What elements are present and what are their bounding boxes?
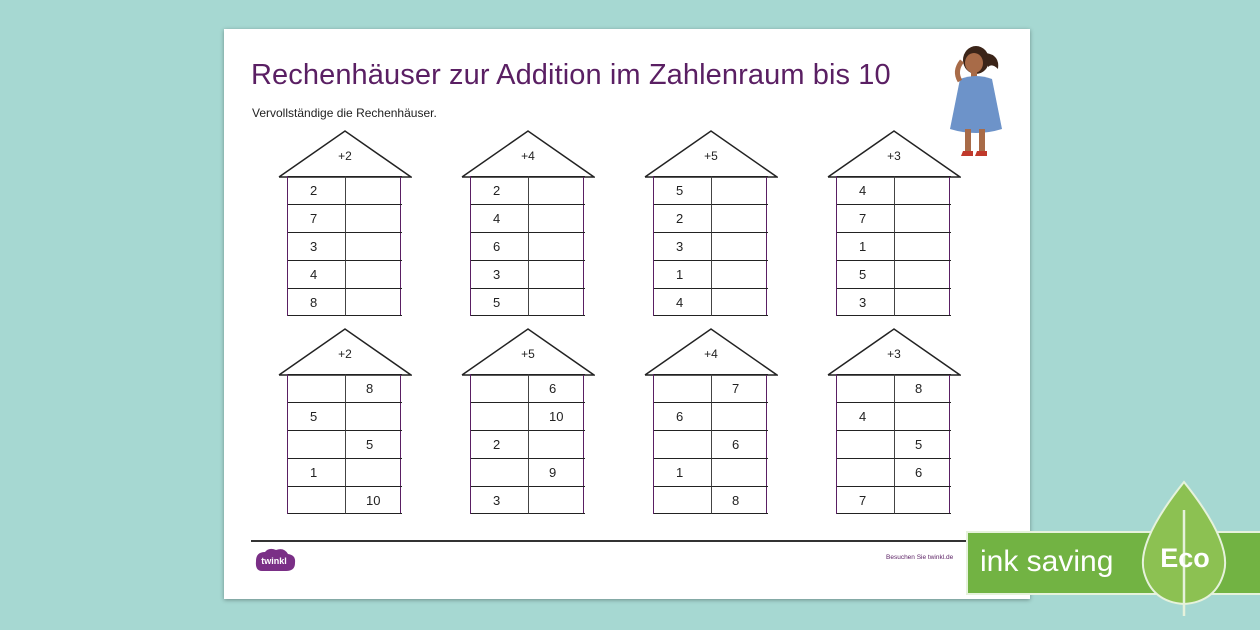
rechenhaus bbox=[461, 129, 595, 319]
house-cell-left: 2 bbox=[471, 176, 528, 204]
house-cell-right[interactable] bbox=[528, 232, 585, 260]
house-table bbox=[653, 176, 767, 316]
rechenhaus bbox=[644, 129, 778, 319]
worksheet-page bbox=[224, 29, 1030, 599]
house-cell-left[interactable] bbox=[837, 374, 894, 402]
house-table bbox=[287, 176, 401, 316]
house-table bbox=[836, 176, 950, 316]
house-cell-left: 6 bbox=[471, 232, 528, 260]
house-operator: +5 bbox=[521, 347, 535, 361]
house-cell-right[interactable] bbox=[528, 176, 585, 204]
house-operator: +2 bbox=[338, 149, 352, 163]
rechenhaus bbox=[461, 327, 595, 517]
house-cell-left[interactable] bbox=[288, 430, 345, 458]
house-cell-right: 7 bbox=[711, 374, 768, 402]
house-cell-left: 3 bbox=[471, 260, 528, 288]
house-cell-left: 7 bbox=[837, 204, 894, 232]
house-cell-left[interactable] bbox=[288, 486, 345, 514]
house-cell-left: 5 bbox=[288, 402, 345, 430]
house-cell-left: 4 bbox=[288, 260, 345, 288]
house-cell-left[interactable] bbox=[654, 430, 711, 458]
house-cell-right[interactable] bbox=[711, 232, 768, 260]
house-cell-left[interactable] bbox=[837, 458, 894, 486]
house-cell-left[interactable] bbox=[654, 486, 711, 514]
house-cell-right[interactable] bbox=[894, 232, 951, 260]
house-cell-right[interactable] bbox=[345, 232, 402, 260]
house-cell-right: 8 bbox=[711, 486, 768, 514]
house-cell-left: 3 bbox=[471, 486, 528, 514]
house-table bbox=[836, 374, 950, 514]
house-cell-left: 6 bbox=[654, 402, 711, 430]
rechenhaus bbox=[827, 129, 961, 319]
house-cell-right[interactable] bbox=[345, 204, 402, 232]
house-cell-left[interactable] bbox=[471, 402, 528, 430]
worksheet-title: Rechenhäuser zur Addition im Zahlenraum bis 10 bbox=[251, 59, 891, 91]
house-cell-right: 5 bbox=[894, 430, 951, 458]
house-cell-left: 1 bbox=[654, 458, 711, 486]
house-cell-left: 5 bbox=[837, 260, 894, 288]
rechenhaus bbox=[827, 327, 961, 517]
house-cell-left: 4 bbox=[837, 176, 894, 204]
rechenhaus bbox=[278, 129, 412, 319]
house-table bbox=[653, 374, 767, 514]
house-cell-left: 3 bbox=[837, 288, 894, 316]
house-cell-right[interactable] bbox=[711, 288, 768, 316]
house-cell-right[interactable] bbox=[345, 288, 402, 316]
house-cell-left: 2 bbox=[654, 204, 711, 232]
house-cell-right[interactable] bbox=[711, 260, 768, 288]
house-cell-left[interactable] bbox=[471, 374, 528, 402]
house-operator: +3 bbox=[887, 347, 901, 361]
svg-text:twinkl: twinkl bbox=[261, 556, 287, 566]
house-operator: +3 bbox=[887, 149, 901, 163]
house-cell-right[interactable] bbox=[894, 486, 951, 514]
eco-label: Eco bbox=[1160, 543, 1210, 573]
house-cell-right[interactable] bbox=[528, 486, 585, 514]
house-cell-right[interactable] bbox=[528, 204, 585, 232]
house-cell-left[interactable] bbox=[471, 458, 528, 486]
house-cell-left: 8 bbox=[288, 288, 345, 316]
house-cell-left[interactable] bbox=[654, 374, 711, 402]
house-cell-left: 7 bbox=[288, 204, 345, 232]
house-cell-right: 10 bbox=[528, 402, 585, 430]
house-table bbox=[470, 374, 584, 514]
house-cell-left: 5 bbox=[471, 288, 528, 316]
house-cell-left: 4 bbox=[837, 402, 894, 430]
house-cell-right: 6 bbox=[894, 458, 951, 486]
house-cell-left: 7 bbox=[837, 486, 894, 514]
house-cell-right: 6 bbox=[711, 430, 768, 458]
house-cell-left: 4 bbox=[654, 288, 711, 316]
house-cell-left[interactable] bbox=[288, 374, 345, 402]
house-cell-right[interactable] bbox=[345, 458, 402, 486]
house-operator: +4 bbox=[704, 347, 718, 361]
footer-divider bbox=[251, 540, 1003, 542]
house-cell-right: 8 bbox=[894, 374, 951, 402]
house-cell-left: 3 bbox=[654, 232, 711, 260]
rechenhaus bbox=[644, 327, 778, 517]
house-cell-left: 1 bbox=[654, 260, 711, 288]
rechenhaus bbox=[278, 327, 412, 517]
house-cell-right: 10 bbox=[345, 486, 402, 514]
house-cell-right: 5 bbox=[345, 430, 402, 458]
house-cell-right: 8 bbox=[345, 374, 402, 402]
house-cell-left: 4 bbox=[471, 204, 528, 232]
house-cell-right[interactable] bbox=[711, 402, 768, 430]
house-cell-right[interactable] bbox=[711, 204, 768, 232]
house-cell-right[interactable] bbox=[528, 288, 585, 316]
footer-website-text: Besuchen Sie twinkl.de bbox=[886, 554, 954, 561]
house-cell-left: 1 bbox=[837, 232, 894, 260]
house-cell-right[interactable] bbox=[894, 402, 951, 430]
twinkl-logo-icon bbox=[250, 547, 298, 573]
house-cell-right: 6 bbox=[528, 374, 585, 402]
house-cell-right[interactable] bbox=[894, 260, 951, 288]
house-cell-left: 5 bbox=[654, 176, 711, 204]
worksheet-instruction: Vervollständige die Rechenhäuser. bbox=[252, 106, 437, 120]
house-operator: +2 bbox=[338, 347, 352, 361]
house-cell-right[interactable] bbox=[894, 204, 951, 232]
house-operator: +5 bbox=[704, 149, 718, 163]
ink-saving-text: ink saving bbox=[980, 545, 1114, 578]
house-cell-left: 1 bbox=[288, 458, 345, 486]
house-cell-right[interactable] bbox=[345, 402, 402, 430]
house-cell-right[interactable] bbox=[528, 430, 585, 458]
house-table bbox=[470, 176, 584, 316]
house-cell-right[interactable] bbox=[711, 458, 768, 486]
house-table bbox=[287, 374, 401, 514]
house-cell-left: 3 bbox=[288, 232, 345, 260]
house-cell-right[interactable] bbox=[345, 176, 402, 204]
house-cell-left[interactable] bbox=[837, 430, 894, 458]
house-cell-right[interactable] bbox=[894, 176, 951, 204]
house-cell-right[interactable] bbox=[711, 176, 768, 204]
house-cell-right[interactable] bbox=[345, 260, 402, 288]
house-cell-right[interactable] bbox=[894, 288, 951, 316]
house-cell-left: 2 bbox=[471, 430, 528, 458]
house-cell-right[interactable] bbox=[528, 260, 585, 288]
house-cell-left: 2 bbox=[288, 176, 345, 204]
house-cell-right: 9 bbox=[528, 458, 585, 486]
house-operator: +4 bbox=[521, 149, 535, 163]
